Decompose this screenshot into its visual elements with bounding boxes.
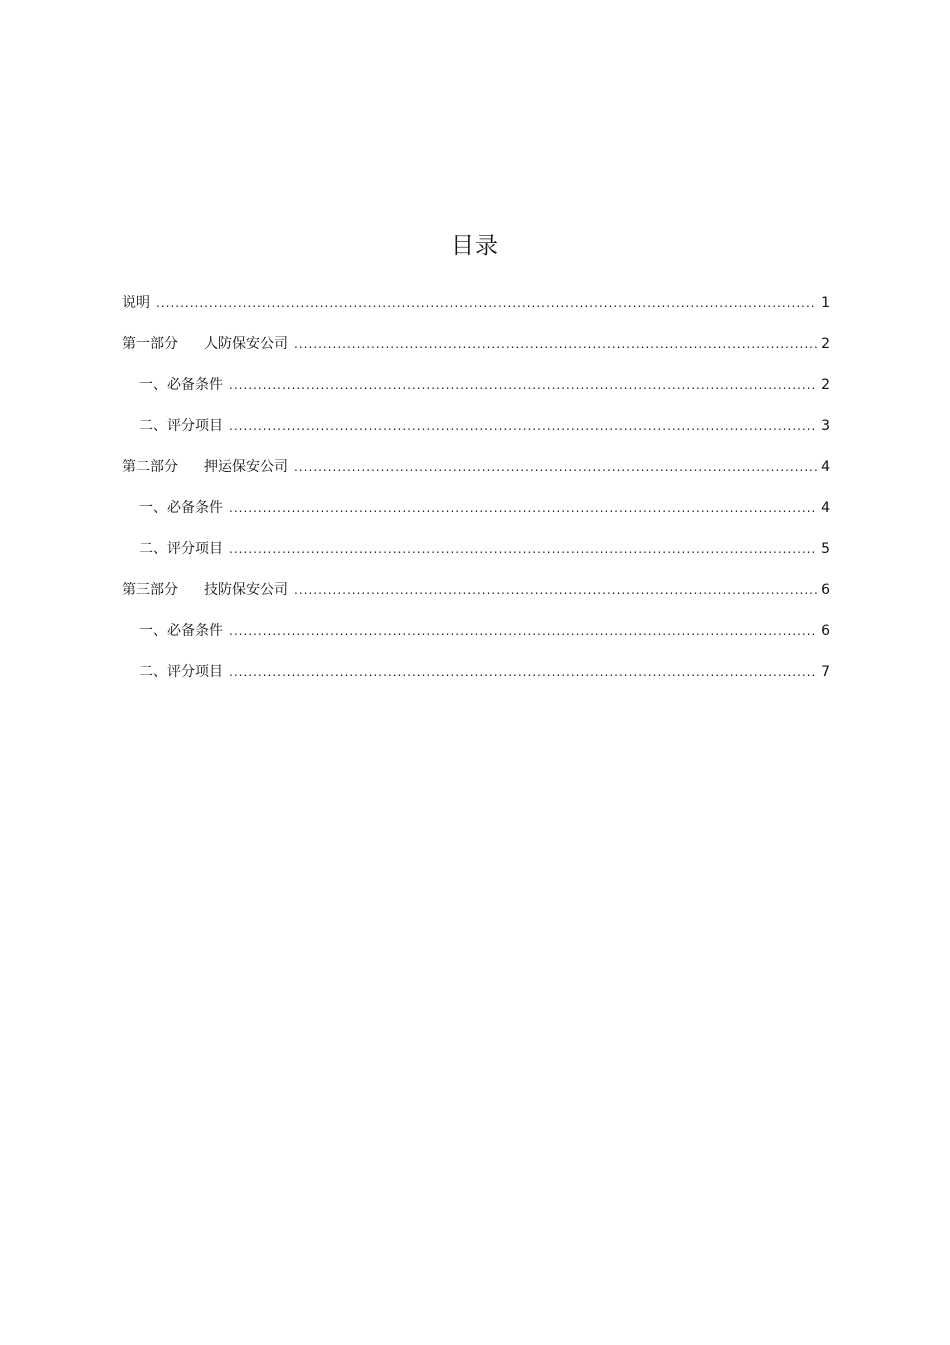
- toc-entry-part-1-scoring[interactable]: [122, 409, 830, 450]
- toc-entry-label: 二、评分项目: [139, 664, 223, 680]
- dot-leader: [294, 450, 817, 484]
- toc-entry-intro[interactable]: [122, 286, 830, 327]
- toc-entry-label: 押运保安公司: [204, 459, 288, 475]
- dot-leader: [229, 409, 817, 443]
- dot-leader: [294, 573, 817, 607]
- toc-page-number: 6: [821, 623, 830, 639]
- page-title: 目录: [451, 233, 499, 259]
- toc-page-number: 4: [821, 500, 830, 516]
- dot-leader: [229, 491, 817, 525]
- toc-page-number: 6: [821, 582, 830, 598]
- toc-page-number: 7: [821, 664, 830, 680]
- toc-entry-label: 人防保安公司: [204, 336, 288, 352]
- toc-entry-part-1[interactable]: [122, 327, 830, 368]
- toc-page-number: 2: [821, 377, 830, 393]
- toc-page-number: 5: [821, 541, 830, 557]
- toc-entry-label: 二、评分项目: [139, 418, 223, 434]
- toc-entry-label: 一、必备条件: [139, 500, 223, 516]
- toc-entry-part-2-requirements[interactable]: [122, 491, 830, 532]
- dot-leader: [229, 368, 817, 402]
- toc-part-number: 第一部分: [122, 336, 178, 352]
- toc-page-number: 2: [821, 336, 830, 352]
- dot-leader: [229, 532, 817, 566]
- toc-entry-part-3[interactable]: [122, 573, 830, 614]
- toc-page-number: 4: [821, 459, 830, 475]
- toc-part-number: 第三部分: [122, 582, 178, 598]
- dot-leader: [156, 286, 817, 320]
- dot-leader: [229, 655, 817, 689]
- toc-entry-part-2-scoring[interactable]: [122, 532, 830, 573]
- toc-entry-label: 技防保安公司: [204, 582, 288, 598]
- toc-entry-part-3-requirements[interactable]: [122, 614, 830, 655]
- toc-entry-part-3-scoring[interactable]: [122, 655, 830, 696]
- dot-leader: [294, 327, 817, 361]
- toc-entry-label: 一、必备条件: [139, 623, 223, 639]
- toc-entry-part-2[interactable]: [122, 450, 830, 491]
- toc-entry-label: 说明: [122, 295, 150, 311]
- table-of-contents: [122, 286, 830, 696]
- toc-entry-part-1-requirements[interactable]: [122, 368, 830, 409]
- toc-entry-label: 二、评分项目: [139, 541, 223, 557]
- toc-page-number: 3: [821, 418, 830, 434]
- toc-entry-label: 一、必备条件: [139, 377, 223, 393]
- toc-page-number: 1: [821, 295, 830, 311]
- toc-part-number: 第二部分: [122, 459, 178, 475]
- dot-leader: [229, 614, 817, 648]
